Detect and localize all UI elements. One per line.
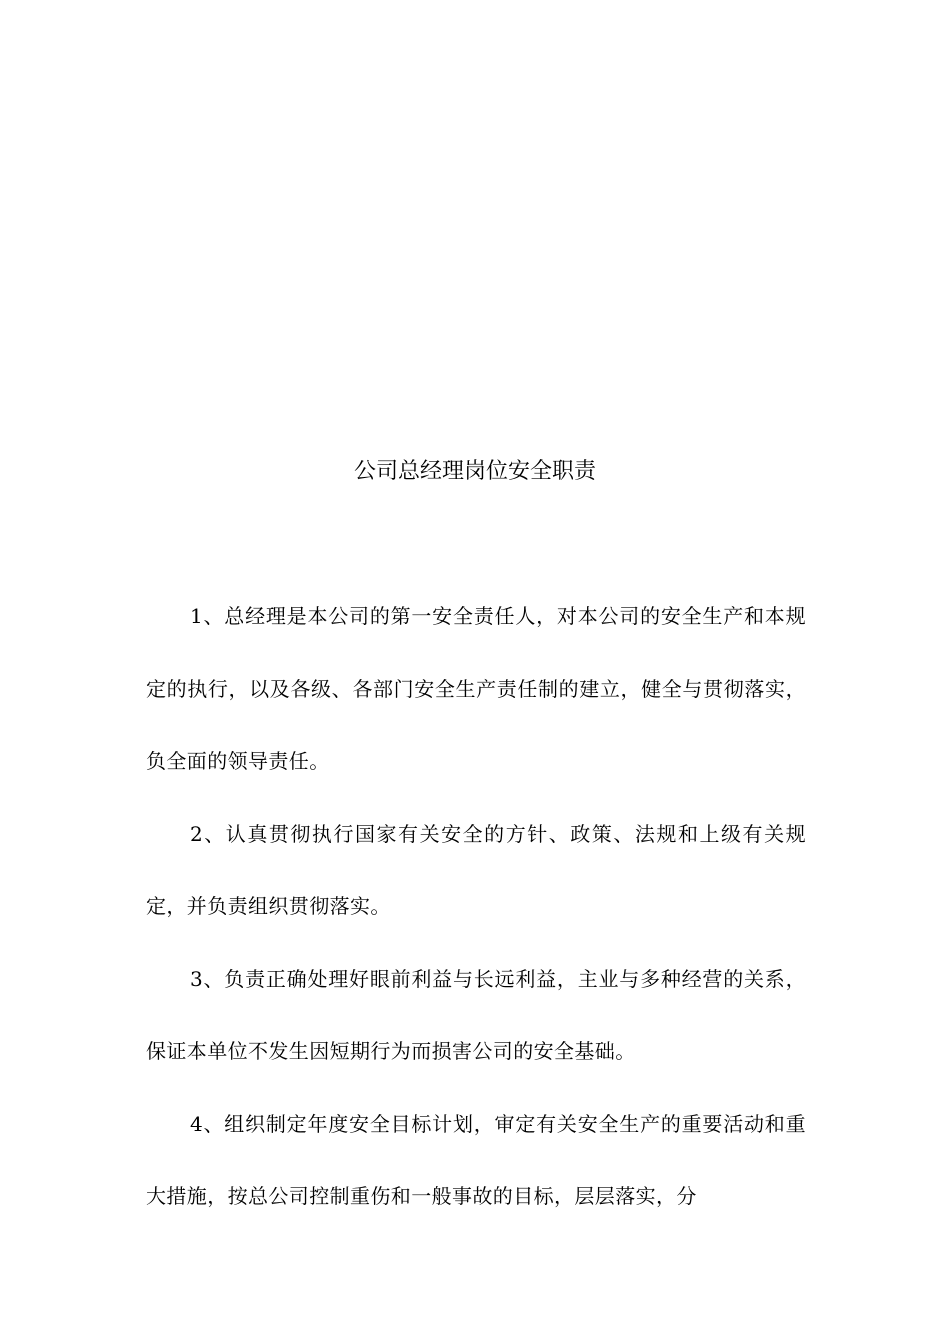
paragraph-4: 4、组织制定年度安全目标计划，审定有关安全生产的重要活动和重大措施，按总公司控制重伤和一般事故的目标，层层落实，分: [146, 1111, 806, 1208]
paragraph-1: 1、总经理是本公司的第一安全责任人，对本公司的安全生产和本规定的执行，以及各级、各部门安全生产责任制的建立，健全与贯彻落实，负全面的领导责任。: [146, 604, 806, 773]
paragraph-3: 3、负责正确处理好眼前利益与长远利益，主业与多种经营的关系，保证本单位不发生因短期行为而损害公司的安全基础。: [146, 966, 806, 1063]
document-body: [146, 580, 806, 1233]
paragraph-2: 2、认真贯彻执行国家有关安全的方针、政策、法规和上级有关规定，并负责组织贯彻落实。: [146, 821, 806, 918]
document-title: 公司总经理岗位安全职责: [353, 459, 596, 484]
